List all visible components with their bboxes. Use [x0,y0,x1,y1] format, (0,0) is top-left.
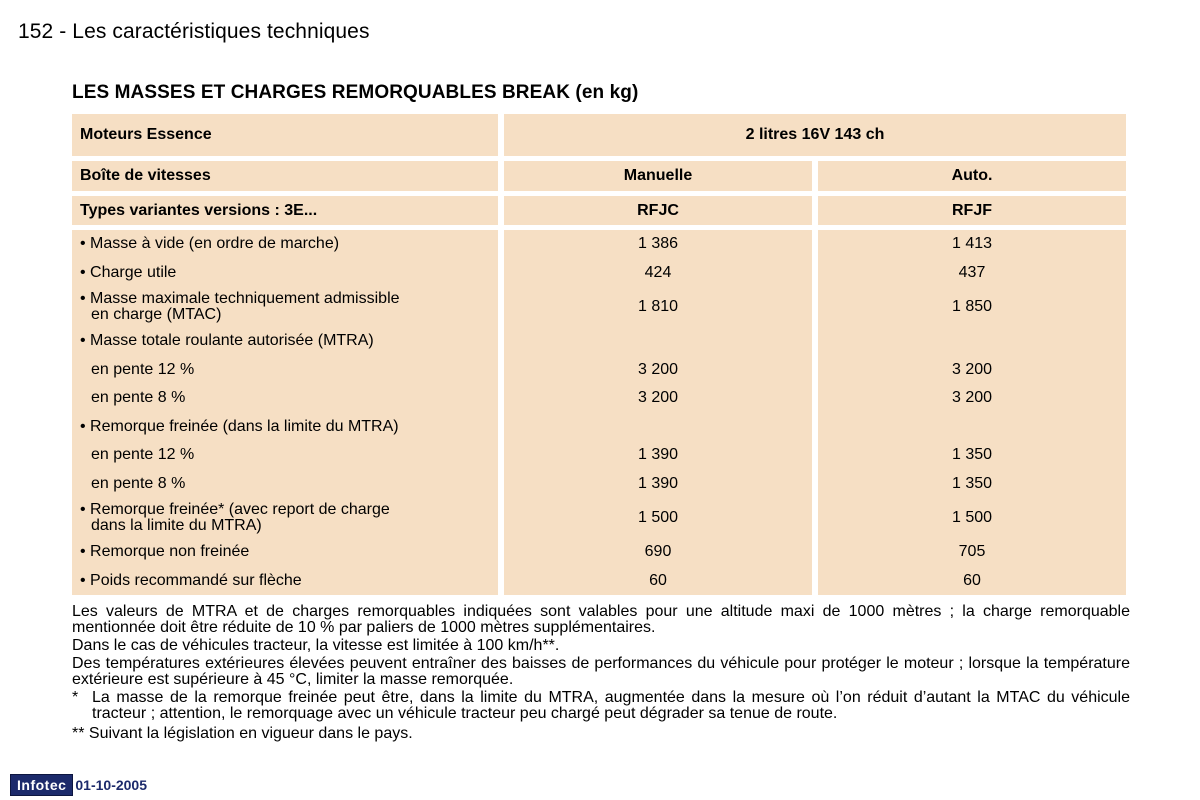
gearbox-manual: Manuelle [504,161,812,191]
notes-section [72,604,1130,744]
manual-values-column [504,230,812,595]
value-cell: 1 850 [951,298,993,315]
gearbox-label: Boîte de vitesses [72,161,498,191]
footnote-mark: * [72,689,79,706]
value-cell: 1 413 [951,235,993,252]
value-cell: 437 [958,263,986,281]
engine-row [72,114,1126,156]
section-title: LES MASSES ET CHARGES REMORQUABLES BREAK (en kg) [72,82,639,103]
variant-row [72,196,1126,225]
row-label [80,287,498,327]
value-cell: 3 200 [637,389,679,406]
row-label-line: • Remorque freinée* (avec report de charge [80,501,390,518]
value-cell: 705 [958,543,986,560]
note-paragraph: Les valeurs de MTRA et de charges remorquables indiquées sont valables pour une altitude maxi de 1000 mètres ; la charge remorquable mentionnée doit être réduite de 10 % par paliers de 1000 mètres supplémentaires. [72,603,1130,636]
note-paragraph: Des températures extérieures élevées peuvent entraîner des baisses de performances du véhicule pour protéger le moteur ; lorsque la température extérieure est supérieure à 45 °C, limiter la masse remorquée. [72,655,1130,688]
row-label: • Poids recommandé sur flèche [80,571,302,589]
footer-date: 01-10-2005 [75,777,148,793]
value-cell: 424 [644,263,672,281]
value-cell: 1 350 [951,446,993,463]
value-cell: 1 500 [637,509,679,526]
auto-values-column [818,230,1126,595]
row-label [80,498,498,538]
row-label-line: en charge (MTAC) [91,306,222,323]
row-label-line: dans la limite du MTRA) [91,517,262,534]
value-cell: 1 500 [951,509,993,526]
footnote-text: La masse de la remorque freinée peut être, dans la limite du MTRA, augmentée dans la mesure où l’on réduit d’autant la MTAC du véhicule tracteur ; attention, le remorquage avec un véhicule tracteur peu chargé peut dégrader sa tenue de route. [92,689,1130,722]
note-paragraph: Dans le cas de véhicules tracteur, la vitesse est limitée à 100 km/h**. [72,637,560,654]
value-cell: 3 200 [951,360,993,378]
gearbox-auto: Auto. [818,161,1126,191]
row-label: • Charge utile [80,263,177,281]
masses-block [72,230,1126,595]
specifications-table [72,114,1126,595]
value-cell: 60 [963,571,981,589]
row-label: • Masse à vide (en ordre de marche) [80,235,340,252]
page-header: 152 - Les caractéristiques techniques [18,20,370,43]
value-cell: 1 350 [951,474,993,492]
value-cell: 1 390 [637,474,679,492]
gearbox-row [72,161,1126,191]
engine-value: 2 litres 16V 143 ch [504,114,1126,156]
value-cell: 1 386 [637,235,679,252]
variant-label: Types variantes versions : 3E... [72,196,498,225]
value-cell: 3 200 [951,389,993,406]
infotec-logo: Infotec [10,774,73,796]
value-cell [504,327,812,355]
value-cell: 1 810 [637,298,679,315]
variant-manual: RFJC [504,196,812,225]
value-cell: 60 [649,571,667,589]
row-label: en pente 8 % [91,389,186,406]
page-footer [10,774,147,796]
value-cell: 1 390 [637,446,679,463]
row-label: en pente 12 % [91,446,195,463]
row-label: en pente 8 % [91,474,186,492]
row-label-line: • Masse maximale techniquement admissible [80,290,400,307]
value-cell: 690 [644,543,672,560]
value-cell: 3 200 [637,360,679,378]
row-label: en pente 12 % [91,360,195,378]
variant-auto: RFJF [818,196,1126,225]
row-label: • Remorque non freinée [80,543,250,560]
engine-label: Moteurs Essence [72,114,498,156]
footnote-single-star [72,690,1130,722]
row-label: • Masse totale roulante autorisée (MTRA) [80,332,374,349]
value-cell [818,412,1126,441]
value-cell [818,327,1126,355]
row-label: • Remorque freinée (dans la limite du MTRA) [80,417,399,435]
value-cell [504,412,812,441]
footnote-double-star: ** Suivant la législation en vigueur dans le pays. [72,725,413,742]
masses-label-column [72,230,498,595]
